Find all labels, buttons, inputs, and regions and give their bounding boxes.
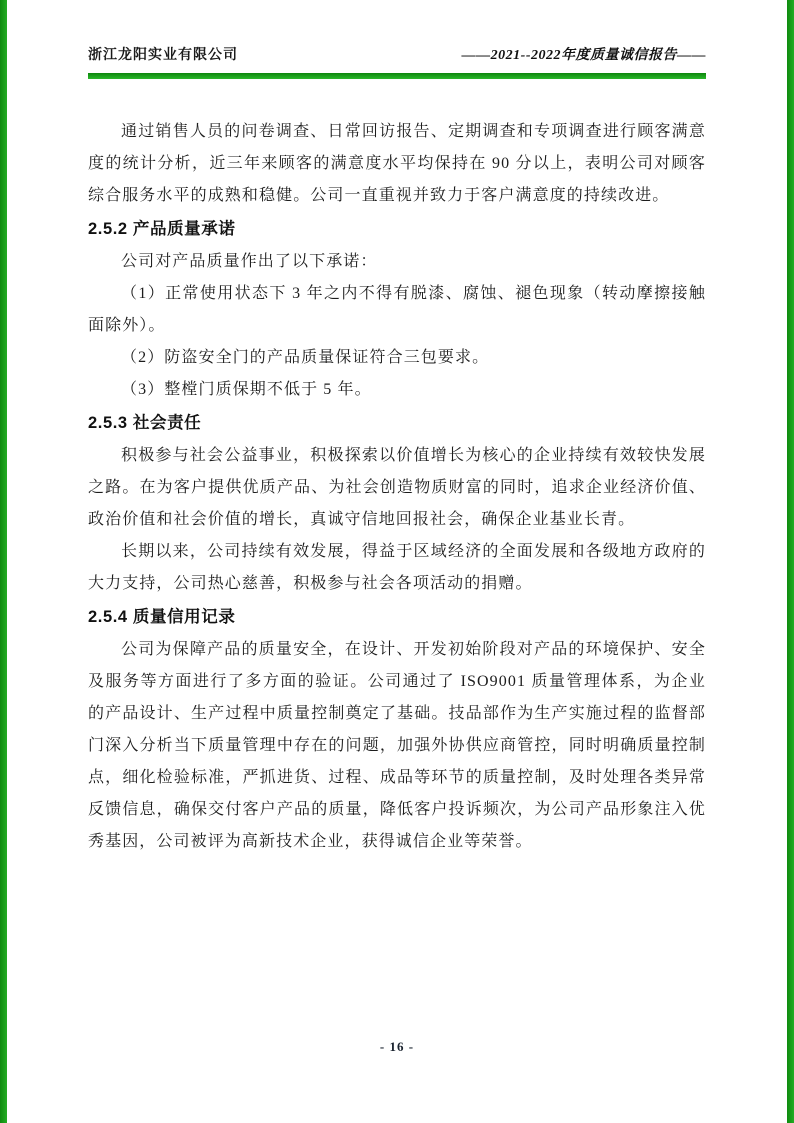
paragraph-commitment-intro: 公司对产品质量作出了以下承诺： — [121, 253, 378, 270]
page-border-left-bar — [0, 0, 7, 1123]
report-title: ——2021--2022年度质量诚信报告—— — [461, 48, 706, 63]
page-number: - 16 - — [379, 1039, 415, 1054]
section-heading-2-5-3: 2.5.3 社会责任 — [88, 414, 202, 432]
paragraph-customer-satisfaction: 通过销售人员的问卷调查、日常回访报告、定期调查和专项调查进行顾客满意度的统计分析，近三年来顾客的满意度水平均保持在 90 分以上，表明公司对顾客综合服务水平的成熟和稳健。公司一直重视并致力于客户满意度的持续改进。 — [88, 123, 706, 204]
page-header — [88, 44, 706, 64]
section-heading-2-5-4: 2.5.4 质量信用记录 — [88, 608, 236, 626]
section-heading-2-5-2: 2.5.2 产品质量承诺 — [88, 220, 236, 238]
document-body — [88, 116, 706, 858]
paragraph-commitment-1: （1）正常使用状态下 3 年之内不得有脱漆、腐蚀、褪色现象（转动摩擦接触面除外）。 — [88, 285, 706, 334]
paragraph-commitment-2: （2）防盗安全门的产品质量保证符合三包要求。 — [121, 349, 490, 366]
page-footer — [0, 1038, 794, 1056]
page-border-right-bar — [787, 0, 794, 1123]
paragraph-social-responsibility: 积极参与社会公益事业，积极探索以价值增长为核心的企业持续有效较快发展之路。在为客户提供优质产品、为社会创造物质财富的同时，追求企业经济价值、政治价值和社会价值的增长，真诚守信地回报社会，确保企业基业长青。 — [88, 447, 706, 528]
paragraph-charity: 长期以来，公司持续有效发展，得益于区域经济的全面发展和各级地方政府的大力支持，公司热心慈善，积极参与社会各项活动的捐赠。 — [88, 543, 706, 592]
paragraph-quality-credit-record: 公司为保障产品的质量安全，在设计、开发初始阶段对产品的环境保护、安全及服务等方面进行了多方面的验证。公司通过了 ISO9001 质量管理体系，为企业的产品设计、生产过程中质量控制奠定了基础。技品部作为生产实施过程的监督部门深入分析当下质量管理中存在的问题，加强外协供应商管控，同时明确质量控制点，细化检验标准，严抓进货、过程、成品等环节的质量控制，及时处理各类异常反馈信息，确保交付客户产品的质量，降低客户投诉频次，为公司产品形象注入优秀基因，公司被评为高新技术企业，获得诚信企业等荣誉。 — [88, 641, 706, 850]
header-green-rule — [88, 73, 706, 79]
paragraph-commitment-3: （3）整樘门质保期不低于 5 年。 — [121, 381, 372, 398]
company-name: 浙江龙阳实业有限公司 — [88, 46, 238, 62]
